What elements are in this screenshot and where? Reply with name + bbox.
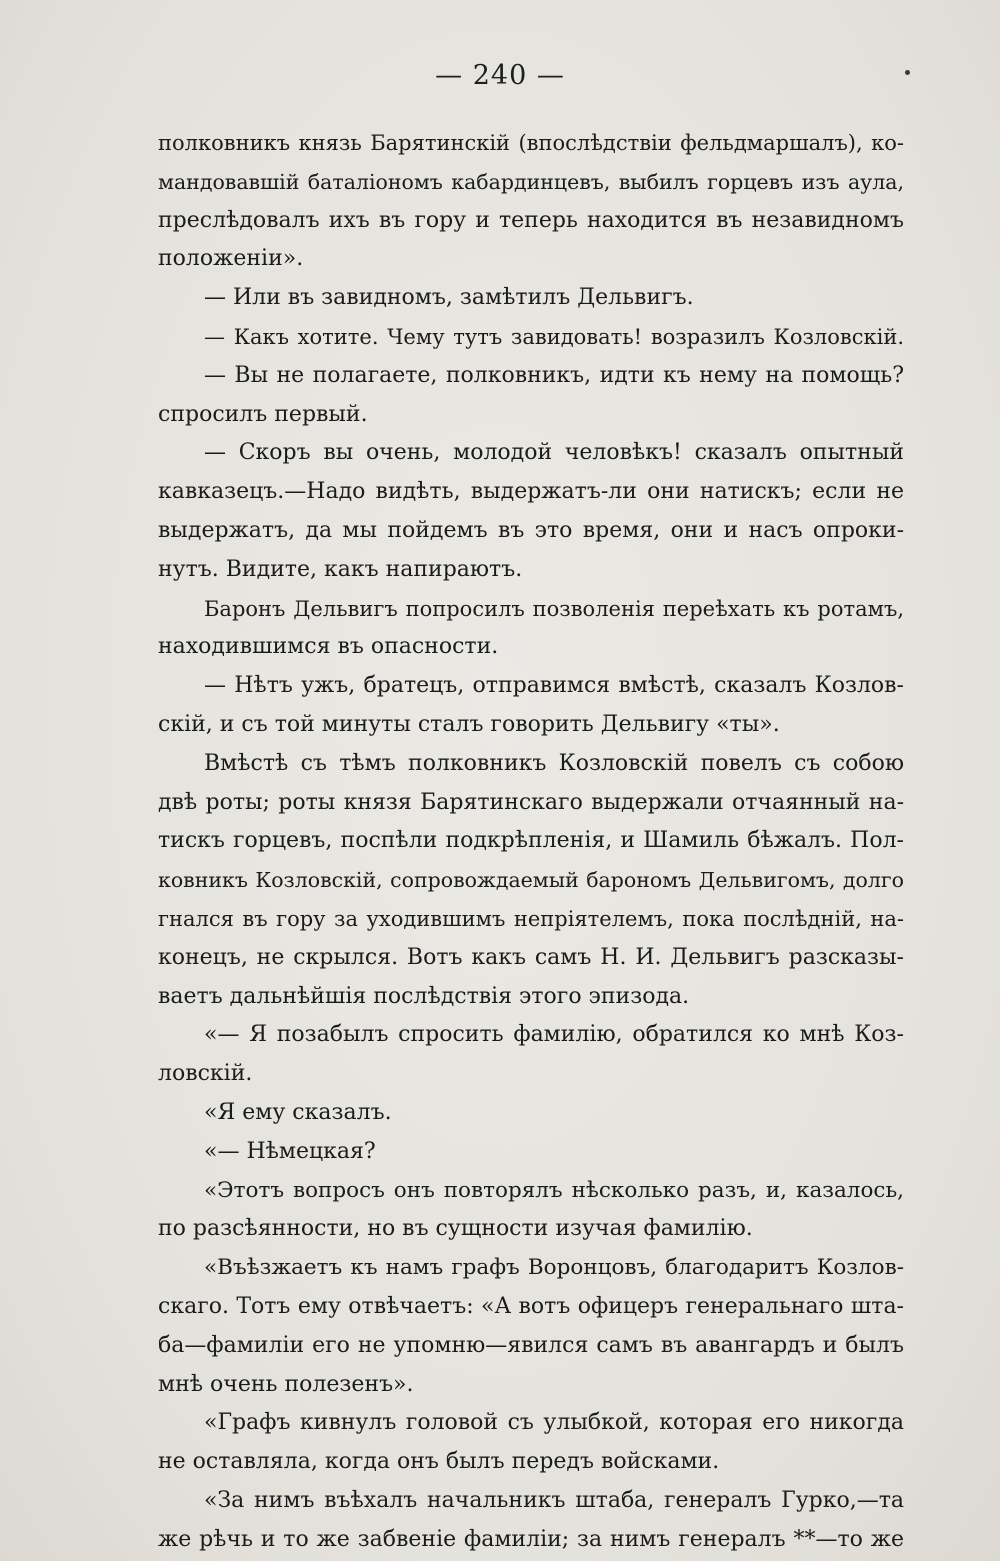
text-line: Вмѣстѣ съ тѣмъ полковникъ Козловскій повелъ съ собою bbox=[204, 750, 904, 776]
text-line: тискъ горцевъ, поспѣли подкрѣпленія, и Шамиль бѣжалъ. Пол- bbox=[158, 828, 904, 854]
text-line: — Какъ хотите. Чему тутъ завидовать! возразилъ Козловскій. bbox=[204, 324, 904, 349]
text-line: кавказецъ.—Надо видѣть, выдержатъ-ли они натискъ; если не bbox=[158, 479, 904, 505]
text-line: мандовавшій баталіономъ кабардинцевъ, выбилъ горцевъ изъ аула, bbox=[158, 169, 904, 194]
text-line: «Графъ кивнулъ головой съ улыбкой, которая его никогда bbox=[204, 1410, 904, 1436]
text-line: «— Я позабылъ спросить фамилію, обратился ко мнѣ Коз- bbox=[204, 1022, 904, 1048]
text-line: не оставляла, когда онъ былъ передъ войсками. bbox=[158, 1449, 720, 1475]
text-line: мнѣ очень полезенъ». bbox=[158, 1371, 414, 1397]
text-line: положеніи». bbox=[158, 246, 304, 272]
text-line: двѣ роты; роты князя Барятинскаго выдержали отчаянный на- bbox=[158, 789, 904, 815]
text-line: скій, и съ той минуты сталъ говорить Дельвигу «ты». bbox=[158, 711, 780, 737]
ink-speck bbox=[905, 70, 910, 75]
text-line: — Нѣтъ ужъ, братецъ, отправимся вмѣстѣ, сказалъ Козлов- bbox=[204, 673, 904, 699]
text-line: «Этотъ вопросъ онъ повторялъ нѣсколько разъ, и, казалось, bbox=[204, 1177, 904, 1203]
text-line: ваетъ дальнѣйшія послѣдствія этого эпизода. bbox=[158, 983, 690, 1009]
text-line: по разсѣянности, но въ сущности изучая фамилію. bbox=[158, 1216, 753, 1242]
text-line: — Скоръ вы очень, молодой человѣкъ! сказалъ опытный bbox=[204, 440, 904, 466]
text-line: гнался въ гору за уходившимъ непріятелемъ, пока послѣдній, на- bbox=[158, 906, 904, 931]
text-line: «Въѣзжаетъ къ намъ графъ Воронцовъ, благодаритъ Козлов- bbox=[204, 1255, 904, 1281]
text-line: полковникъ князь Барятинскій (впослѣдствіи фельдмаршалъ), ко- bbox=[158, 131, 904, 155]
text-line: преслѣдовалъ ихъ въ гору и теперь находится въ незавидномъ bbox=[158, 207, 904, 233]
text-line: находившимся въ опасности. bbox=[158, 634, 499, 660]
text-line: же рѣчь и то же забвеніе фамиліи; за нимъ генералъ **—то же bbox=[158, 1526, 904, 1552]
text-line: «Я ему сказалъ. bbox=[204, 1099, 392, 1125]
text-line: выдержатъ, да мы пойдемъ въ это время, они и насъ опроки- bbox=[158, 517, 904, 543]
body-text bbox=[158, 124, 904, 1559]
text-line: «За нимъ въѣхалъ начальникъ штаба, генералъ Гурко,—та bbox=[204, 1487, 904, 1513]
text-line: ба—фамиліи его не упомню—явился самъ въ авангардъ и былъ bbox=[158, 1332, 904, 1358]
text-line: — Или въ завидномъ, замѣтилъ Дельвигъ. bbox=[204, 285, 694, 311]
text-line: «— Нѣмецкая? bbox=[204, 1138, 376, 1164]
text-line: ковникъ Козловскій, сопровождаемый барономъ Дельвигомъ, долго bbox=[158, 868, 904, 893]
text-line: — Вы не полагаете, полковникъ, идти къ нему на помощь? bbox=[204, 362, 904, 388]
text-line: Баронъ Дельвигъ попросилъ позволенія переѣхать къ ротамъ, bbox=[204, 596, 904, 621]
text-line: конецъ, не скрылся. Вотъ какъ самъ Н. И. Дельвигъ разсказы- bbox=[158, 944, 904, 970]
text-line: спросилъ первый. bbox=[158, 401, 368, 427]
text-line: ловскій. bbox=[158, 1061, 253, 1087]
text-line: скаго. Тотъ ему отвѣчаетъ: «А вотъ офицеръ генеральнаго шта- bbox=[158, 1293, 904, 1319]
page-number: — 240 — bbox=[435, 60, 565, 91]
text-line: нутъ. Видите, какъ напираютъ. bbox=[158, 556, 523, 582]
